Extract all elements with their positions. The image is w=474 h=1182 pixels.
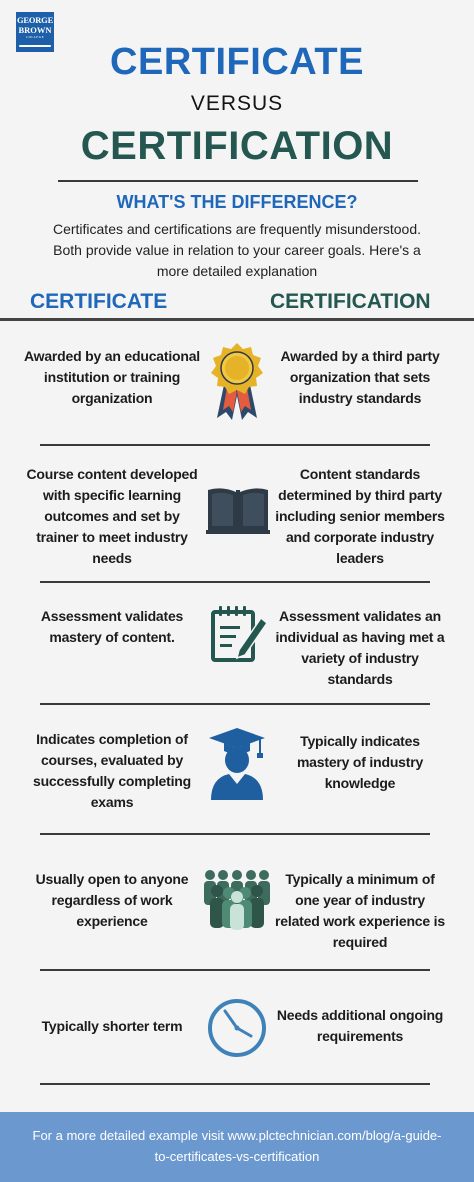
column-header-certification: CERTIFICATION [270, 290, 431, 313]
clock-icon [205, 997, 269, 1059]
subtitle: WHAT'S THE DIFFERENCE? [116, 192, 358, 212]
row-certification-text: Assessment validates an individual as having met a variety of industry standards [275, 608, 445, 687]
row-certificate-text: Assessment validates mastery of content. [40, 608, 184, 645]
row-certification-text: Needs additional ongoing requirements [276, 1007, 444, 1044]
row-certificate-text: Indicates completion of courses, evaluated by successfully completing exams [32, 731, 191, 810]
row-certificate-text: Course content developed with specific learning outcomes and set by trainer to meet industry needs [26, 466, 198, 566]
row-divider [40, 444, 430, 446]
graduate-icon [205, 726, 269, 802]
row-divider [40, 1083, 430, 1085]
title-certification: CERTIFICATION [80, 124, 394, 168]
row-certificate-text: Awarded by an educational institution or training organization [23, 348, 200, 406]
row-divider [40, 581, 430, 583]
footer-text: For a more detailed example visit www.plctechnician.com/blog/a-guide-to-certificates-vs-certification [32, 1128, 442, 1164]
row-divider [40, 833, 430, 835]
columns-divider [0, 318, 474, 321]
row-certification-text: Typically a minimum of one year of industry related work experience is required [275, 871, 445, 950]
row-divider [40, 703, 430, 705]
logo-line-3: COLLEGE [25, 35, 45, 39]
row-certificate-text: Typically shorter term [41, 1018, 183, 1034]
row-divider [40, 969, 430, 971]
header-divider [58, 180, 418, 182]
group-people-icon [200, 867, 274, 931]
logo-line-2: BROWN [18, 24, 52, 35]
row-certification-text: Awarded by a third party organization that sets industry standards [280, 348, 440, 406]
intro-paragraph: Certificates and certifications are frequently misunderstood. Both provide value in relation to your career goals. Here's a more detailed explanation [52, 221, 422, 279]
open-book-icon [206, 484, 270, 536]
row-certificate-text: Usually open to anyone regardless of work experience [35, 871, 189, 929]
title-versus: VERSUS [190, 92, 284, 115]
row-certification-text: Typically indicates mastery of industry knowledge [296, 733, 424, 791]
logo-line-1: GEORGE [16, 15, 54, 25]
notepad-pencil-icon [205, 604, 269, 664]
footer-banner [0, 1112, 474, 1182]
award-ribbon-icon [205, 340, 269, 422]
row-certification-text: Content standards determined by third party including senior members and corporate industry leaders [275, 466, 445, 566]
title-certificate: CERTIFICATE [110, 41, 364, 83]
column-header-certificate: CERTIFICATE [30, 290, 168, 313]
